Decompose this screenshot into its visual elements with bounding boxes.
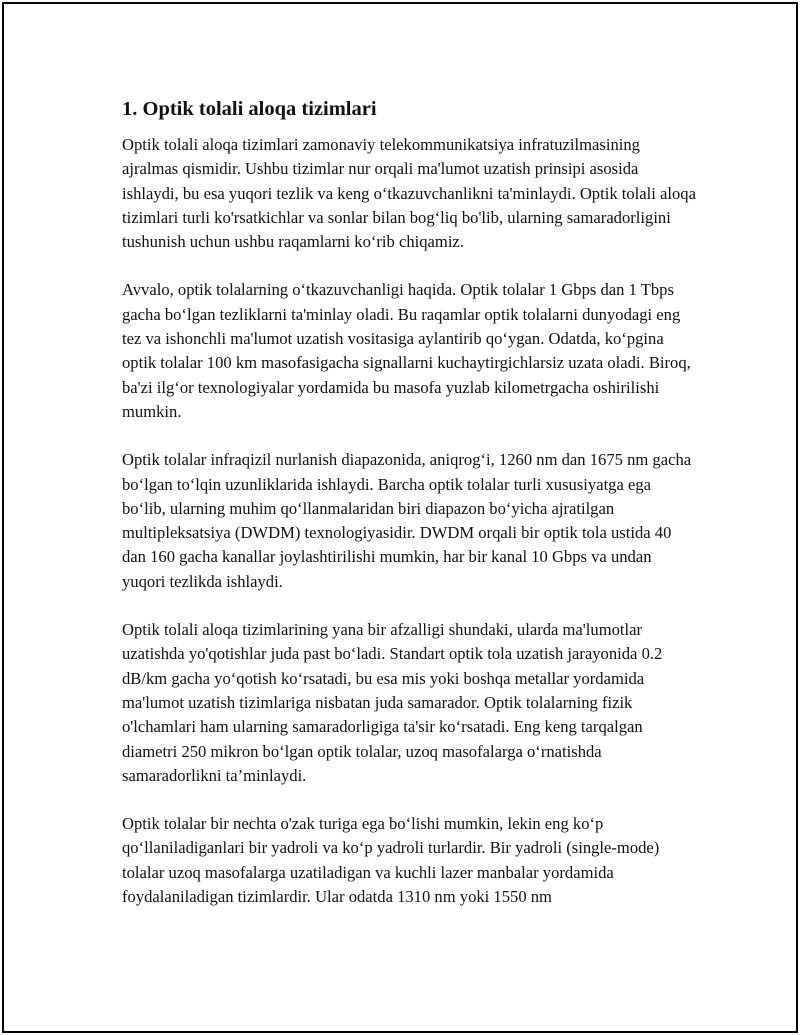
paragraph-wavelength: Optik tolalar infraqizil nurlanish diapazonida, aniqrog‘i, 1260 nm dan 1675 nm gacha bo‘lgan to‘lqin uzunliklarida ishlaydi. Barcha optik tolalar turli xususiyatga ega bo‘lib, ularning muhim qo‘llanmalaridan biri diapazon bo‘yicha ajratilgan multipleksatsiya (DWDM) texnologiyasidir. DWDM orqali bir optik tola ustida 40 dan 160 gacha kanallar joylashtirilishi mumkin, har bir kanal 10 Gbps va undan yuqori tezlikda ishlaydi.	[122, 450, 692, 591]
paragraph-bandwidth: Avvalo, optik tolalarning o‘tkazuvchanligi haqida. Optik tolalar 1 Gbps dan 1 Tbps gacha bo‘lgan tezliklarni ta'minlay oladi. Bu raqamlar optik tolalarni dunyodagi eng tez va ishonchli ma'lumot uzatish vositasiga aylantirib qo‘ygan. Odatda, ko‘pgina optik tolalar 100 km masofasigacha signallarni kuchaytirgichlarsiz uzata oladi. Biroq, ba'zi ilg‘or texnologiyalar yordamida bu masofa yuzlab kilometrgacha oshirilishi mumkin.	[122, 280, 691, 421]
paragraph-intro: Optik tolali aloqa tizimlari zamonaviy telekommunikatsiya infratuzilmasining ajralmas qismidir. Ushbu tizimlar nur orqali ma'lumot uzatish prinsipi asosida ishlaydi, bu esa yuqori tezlik va keng o‘tkazuvchanlikni ta'minlaydi. Optik tolali aloqa tizimlari turli ko'rsatkichlar va sonlar bilan bog‘liq bo'lib, ularning samaradorligini tushunish uchun ushbu raqamlarni ko‘rib chiqamiz.	[122, 135, 696, 252]
section-heading: 1. Optik tolali aloqa tizimlari	[122, 98, 377, 120]
document-page	[2, 2, 798, 1033]
paragraph-loss: Optik tolali aloqa tizimlarining yana bir afzalligi shundaki, ularda ma'lumotlar uzatishda yo'qotishlar juda past bo‘ladi. Standart optik tola uzatish jarayonida 0.2 dB/km gacha yo‘qotish ko‘rsatadi, bu esa mis yoki boshqa metallar yordamida ma'lumot uzatish tizimlariga nisbatan juda samarador. Optik tolalarning fizik o'lchamlari ham ularning samaradorligiga ta'sir ko‘rsatadi. Eng keng tarqalgan diametri 250 mikron bo‘lgan optik tolalar, uzoq masofalarga o‘rnatishda samaradorlikni ta’minlaydi.	[122, 620, 663, 785]
paragraph-core-types: Optik tolalar bir nechta o'zak turiga ega bo‘lishi mumkin, lekin eng ko‘p qo‘llaniladiganlari bir yadroli va ko‘p yadroli turlardir. Bir yadroli (single-mode) tolalar uzoq masofalarga uzatiladigan va kuchli lazer manbalar yordamida foydalaniladigan tizimlardir. Ular odatda 1310 nm yoki 1550 nm	[122, 814, 660, 907]
document-body	[122, 96, 697, 933]
